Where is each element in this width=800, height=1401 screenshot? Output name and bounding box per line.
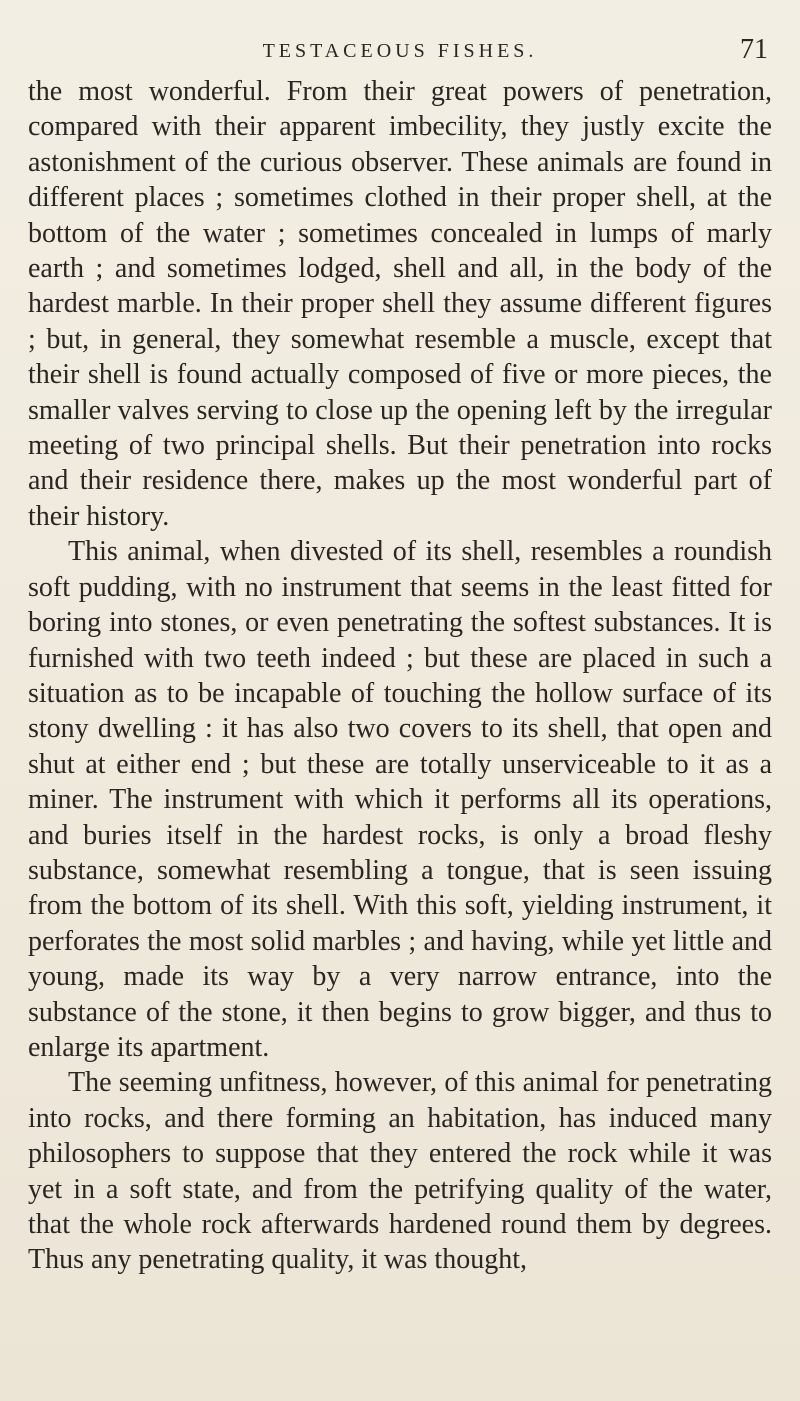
paragraph-1: the most wonderful. From their great powers of penetration, compared with their apparent imbecility, they justly excite the astonishment of the curious observer. These animals are found in different places ; sometimes clothed in their proper shell, at the bottom of the water ; sometimes concealed in lumps of marly earth ; and sometimes lodged, shell and all, in the body of the hardest marble. In their proper shell they assume different figures ; but, in general, they somewhat resemble a muscle, except that their shell is found actually composed of five or more pieces, the smaller valves serving to close up the opening left by the irregular meeting of two principal shells. But their penetration into rocks and their residence there, makes up the most wonderful part of their history. — [28, 76, 772, 532]
body-text — [28, 74, 772, 1278]
paragraph-2: This animal, when divested of its shell, resembles a roundish soft pudding, with no instrument that seems in the least fitted for boring into stones, or even penetrating the softest substances. It is furnished with two teeth indeed ; but these are placed in such a situation as to be incapable of touching the hollow surface of its stony dwelling : it has also two covers to its shell, that open and shut at either end ; but these are totally unserviceable to it as a miner. The instrument with which it performs all its operations, and buries itself in the hardest rocks, is only a broad fleshy substance, somewhat resembling a tongue, that is seen issuing from the bottom of its shell. With this soft, yielding instrument, it perforates the most solid marbles ; and having, while yet little and young, made its way by a very narrow entrance, into the substance of the stone, it then begins to grow bigger, and thus to enlarge its apartment. — [28, 536, 772, 1063]
running-head — [28, 30, 772, 70]
page-number: 71 — [740, 34, 768, 65]
running-title: TESTACEOUS FISHES. — [262, 40, 538, 62]
paragraph-3: The seeming unfitness, however, of this animal for penetrating into rocks, and there forming an habitation, has induced many philosophers to suppose that they entered the rock while it was yet in a soft state, and from the petrifying quality of the water, that the whole rock afterwards hardened round them by degrees. Thus any penetrating quality, it was thought, — [28, 1067, 772, 1276]
